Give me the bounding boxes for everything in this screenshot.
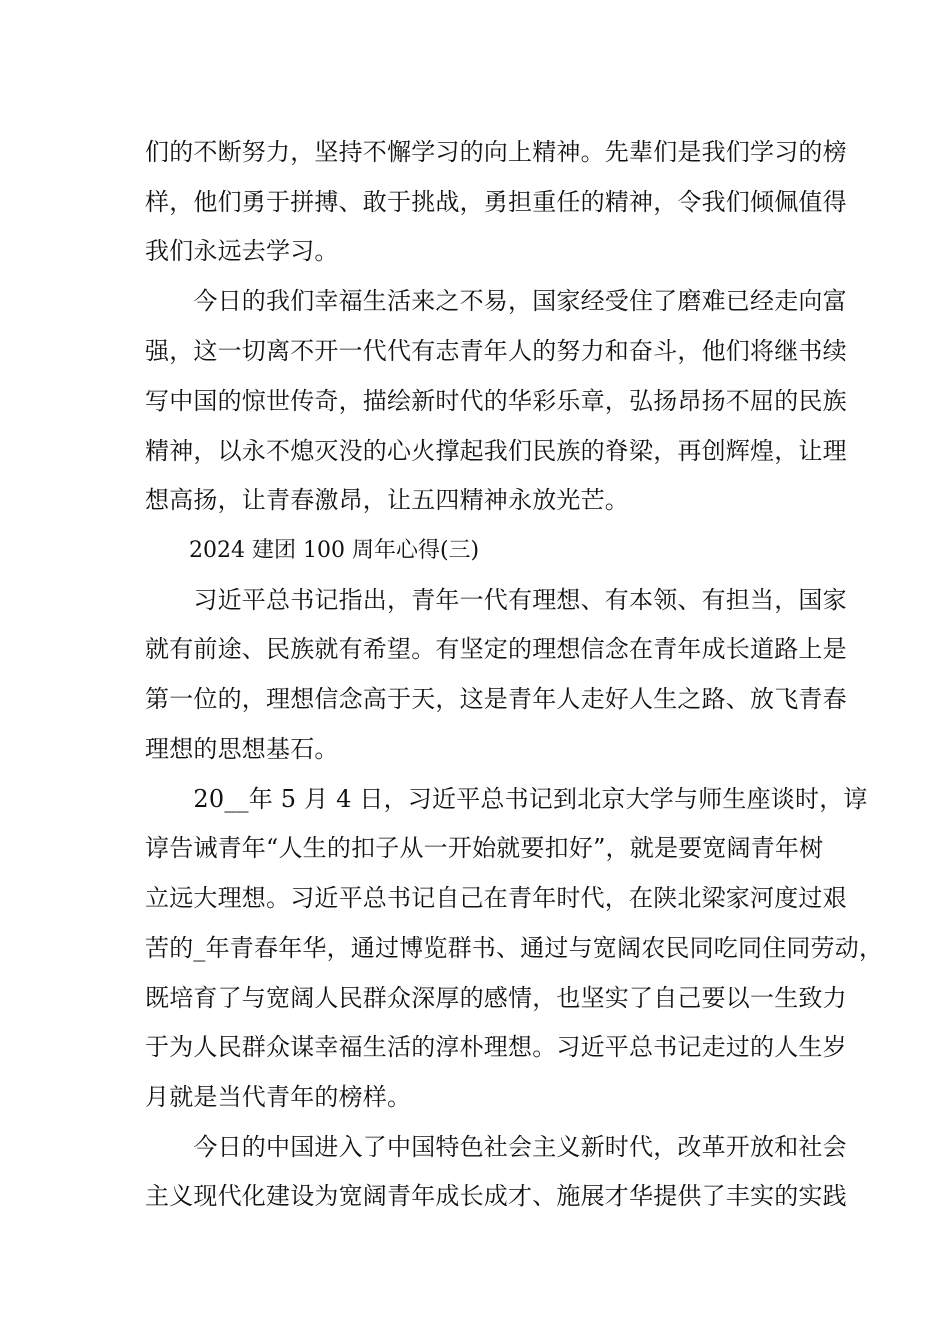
text-line: 今日的中国进入了中国特色社会主义新时代，改革开放和社会 xyxy=(145,1133,847,1161)
section-heading: 2024 建团 100 周年心得(三) xyxy=(145,538,480,563)
text-line: 习近平总书记指出，青年一代有理想、有本领、有担当，国家 xyxy=(145,586,847,614)
text-line: 精神，以永不熄灭没的心火撑起我们民族的脊梁，再创辉煌，让理 xyxy=(145,437,847,465)
text-line: 于为人民群众谋幸福生活的淳朴理想。习近平总书记走过的人生岁 xyxy=(145,1033,847,1061)
text-line: 既培育了与宽阔人民群众深厚的感情，也坚实了自己要以一生致力 xyxy=(145,984,847,1012)
text-line: 第一位的，理想信念高于天，这是青年人走好人生之路、放飞青春 xyxy=(145,685,847,713)
text-line: 样，他们勇于拼搏、敢于挑战，勇担重任的精神，令我们倾佩值得 xyxy=(145,188,847,216)
text-line: 我们永远去学习。 xyxy=(145,237,339,265)
text-line: 们的不断努力，坚持不懈学习的向上精神。先辈们是我们学习的榜 xyxy=(145,138,847,166)
text-line: 今日的我们幸福生活来之不易，国家经受住了磨难已经走向富 xyxy=(145,287,847,315)
text-line: 20__年 5 月 4 日，习近平总书记到北京大学与师生座谈时，谆 xyxy=(145,785,868,813)
text-line: 苦的_年青春年华，通过博览群书、通过与宽阔农民同吃同住同劳动， xyxy=(145,934,884,962)
text-line: 月就是当代青年的榜样。 xyxy=(145,1083,412,1111)
text-line: 理想的思想基石。 xyxy=(145,735,339,763)
text-line: 主义现代化建设为宽阔青年成长成才、施展才华提供了丰实的实践 xyxy=(145,1182,847,1210)
text-line: 写中国的惊世传奇，描绘新时代的华彩乐章，弘扬昂扬不屈的民族 xyxy=(145,387,847,415)
text-line: 立远大理想。习近平总书记自己在青年时代，在陕北梁家河度过艰 xyxy=(145,884,847,912)
text-line: 强，这一切离不开一代代有志青年人的努力和奋斗，他们将继书续 xyxy=(145,337,847,365)
text-line: 想高扬，让青春激昂，让五四精神永放光芒。 xyxy=(145,486,629,514)
text-line: 谆告诫青年“人生的扣子从一开始就要扣好”，就是要宽阔青年树 xyxy=(145,834,824,862)
text-line: 就有前途、民族就有希望。有坚定的理想信念在青年成长道路上是 xyxy=(145,635,847,663)
